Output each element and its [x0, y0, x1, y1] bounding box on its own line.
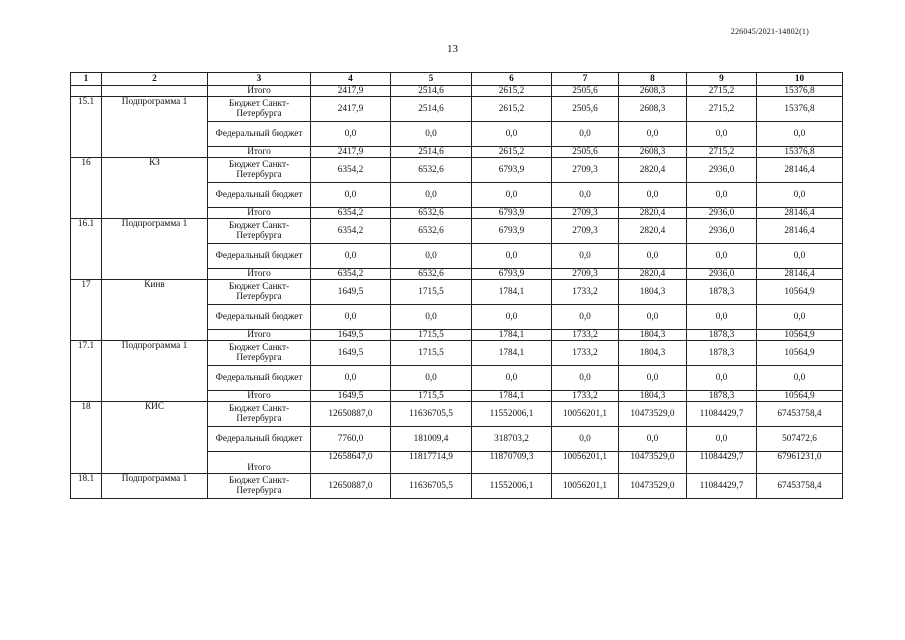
value-cell: 0,0 — [619, 366, 687, 391]
value-cell: 2936,0 — [687, 269, 757, 280]
value-cell: 10473529,0 — [619, 402, 687, 427]
funding-source: Итого — [208, 452, 311, 474]
table-row — [71, 158, 843, 183]
row-name: Подпрограмма 1 — [102, 474, 208, 499]
table-row — [71, 86, 843, 97]
value-cell: 2505,6 — [552, 147, 619, 158]
value-cell: 0,0 — [391, 305, 472, 330]
value-cell: 2709,3 — [552, 158, 619, 183]
value-cell: 1784,1 — [472, 391, 552, 402]
value-cell: 1649,5 — [311, 391, 391, 402]
value-cell: 181009,4 — [391, 427, 472, 452]
value-cell: 0,0 — [472, 305, 552, 330]
value-cell: 1649,5 — [311, 280, 391, 305]
value-cell: 2608,3 — [619, 86, 687, 97]
value-cell: 10564,9 — [757, 280, 843, 305]
value-cell: 2715,2 — [687, 86, 757, 97]
table-row — [71, 280, 843, 305]
row-number: 15.1 — [71, 97, 102, 158]
value-cell: 1804,3 — [619, 280, 687, 305]
value-cell: 6793,9 — [472, 219, 552, 244]
value-cell: 15376,8 — [757, 86, 843, 97]
row-name: Подпрограмма 1 — [102, 219, 208, 280]
row-number: 16 — [71, 158, 102, 219]
value-cell: 10056201,1 — [552, 402, 619, 427]
table-row — [71, 219, 843, 244]
value-cell: 2505,6 — [552, 86, 619, 97]
value-cell: 12650887,0 — [311, 402, 391, 427]
value-cell: 0,0 — [472, 244, 552, 269]
value-cell: 0,0 — [757, 366, 843, 391]
row-name: КИС — [102, 402, 208, 474]
value-cell: 0,0 — [552, 183, 619, 208]
funding-source: Бюджет Санкт-Петербурга — [208, 402, 311, 427]
value-cell: 6793,9 — [472, 158, 552, 183]
value-cell: 11084429,7 — [687, 402, 757, 427]
funding-source: Итого — [208, 86, 311, 97]
funding-source: Бюджет Санкт-Петербурга — [208, 219, 311, 244]
row-number: 17.1 — [71, 341, 102, 402]
row-name: Подпрограмма 1 — [102, 341, 208, 402]
column-header: 8 — [619, 73, 687, 86]
row-number — [71, 86, 102, 97]
row-number: 17 — [71, 280, 102, 341]
value-cell: 2615,2 — [472, 86, 552, 97]
funding-source: Федеральный бюджет — [208, 122, 311, 147]
value-cell: 0,0 — [552, 122, 619, 147]
funding-source: Бюджет Санкт-Петербурга — [208, 280, 311, 305]
row-name: КЗ — [102, 158, 208, 219]
funding-source: Бюджет Санкт-Петербурга — [208, 158, 311, 183]
budget-table — [70, 72, 843, 499]
value-cell: 2709,3 — [552, 269, 619, 280]
column-header: 2 — [102, 73, 208, 86]
value-cell: 28146,4 — [757, 219, 843, 244]
value-cell: 0,0 — [311, 122, 391, 147]
value-cell: 2608,3 — [619, 147, 687, 158]
funding-source: Федеральный бюджет — [208, 366, 311, 391]
value-cell: 2608,3 — [619, 97, 687, 122]
value-cell: 0,0 — [391, 122, 472, 147]
value-cell: 10564,9 — [757, 391, 843, 402]
value-cell: 6532,6 — [391, 219, 472, 244]
value-cell: 6793,9 — [472, 208, 552, 219]
document-id: 226045/2021-14802(1) — [730, 27, 809, 36]
value-cell: 11552006,1 — [472, 402, 552, 427]
value-cell: 2709,3 — [552, 208, 619, 219]
value-cell: 10564,9 — [757, 330, 843, 341]
value-cell: 11552006,1 — [472, 474, 552, 499]
value-cell: 2417,9 — [311, 147, 391, 158]
value-cell: 2615,2 — [472, 147, 552, 158]
value-cell: 0,0 — [391, 366, 472, 391]
value-cell: 1649,5 — [311, 330, 391, 341]
value-cell: 0,0 — [619, 427, 687, 452]
value-cell: 6532,6 — [391, 158, 472, 183]
column-header: 10 — [757, 73, 843, 86]
value-cell: 67453758,4 — [757, 474, 843, 499]
value-cell: 0,0 — [311, 305, 391, 330]
funding-source: Бюджет Санкт-Петербурга — [208, 341, 311, 366]
value-cell: 28146,4 — [757, 269, 843, 280]
value-cell: 2514,6 — [391, 86, 472, 97]
funding-source: Итого — [208, 269, 311, 280]
value-cell: 2820,4 — [619, 158, 687, 183]
value-cell: 1715,5 — [391, 341, 472, 366]
value-cell: 0,0 — [391, 244, 472, 269]
table-row — [71, 474, 843, 499]
table-row — [71, 402, 843, 427]
value-cell: 0,0 — [619, 183, 687, 208]
table-row — [71, 97, 843, 122]
value-cell: 0,0 — [552, 244, 619, 269]
value-cell: 0,0 — [619, 122, 687, 147]
funding-source: Федеральный бюджет — [208, 427, 311, 452]
value-cell: 0,0 — [757, 122, 843, 147]
value-cell: 1733,2 — [552, 330, 619, 341]
value-cell: 1878,3 — [687, 341, 757, 366]
value-cell: 10473529,0 — [619, 452, 687, 474]
column-header: 1 — [71, 73, 102, 86]
funding-source: Федеральный бюджет — [208, 305, 311, 330]
value-cell: 0,0 — [757, 183, 843, 208]
value-cell: 2709,3 — [552, 219, 619, 244]
value-cell: 1784,1 — [472, 280, 552, 305]
value-cell: 2715,2 — [687, 147, 757, 158]
value-cell: 28146,4 — [757, 208, 843, 219]
funding-source: Бюджет Санкт-Петербурга — [208, 474, 311, 499]
value-cell: 0,0 — [311, 366, 391, 391]
value-cell: 507472,6 — [757, 427, 843, 452]
column-header: 6 — [472, 73, 552, 86]
value-cell: 6532,6 — [391, 269, 472, 280]
value-cell: 6532,6 — [391, 208, 472, 219]
value-cell: 11636705,5 — [391, 474, 472, 499]
value-cell: 0,0 — [311, 244, 391, 269]
funding-source: Итого — [208, 147, 311, 158]
value-cell: 10473529,0 — [619, 474, 687, 499]
value-cell: 1878,3 — [687, 280, 757, 305]
value-cell: 11870709,3 — [472, 452, 552, 474]
value-cell: 10564,9 — [757, 341, 843, 366]
value-cell: 11084429,7 — [687, 452, 757, 474]
value-cell: 1733,2 — [552, 391, 619, 402]
row-number: 18 — [71, 402, 102, 474]
value-cell: 6354,2 — [311, 219, 391, 244]
value-cell: 1733,2 — [552, 341, 619, 366]
value-cell: 2820,4 — [619, 219, 687, 244]
value-cell: 6354,2 — [311, 208, 391, 219]
column-header: 7 — [552, 73, 619, 86]
value-cell: 1784,1 — [472, 341, 552, 366]
table-row — [71, 341, 843, 366]
value-cell: 1804,3 — [619, 391, 687, 402]
value-cell: 2936,0 — [687, 158, 757, 183]
value-cell: 0,0 — [687, 183, 757, 208]
row-name — [102, 86, 208, 97]
value-cell: 2715,2 — [687, 97, 757, 122]
funding-source: Федеральный бюджет — [208, 244, 311, 269]
value-cell: 0,0 — [687, 305, 757, 330]
value-cell: 0,0 — [619, 305, 687, 330]
value-cell: 0,0 — [311, 183, 391, 208]
value-cell: 1784,1 — [472, 330, 552, 341]
value-cell: 2505,6 — [552, 97, 619, 122]
value-cell: 1804,3 — [619, 330, 687, 341]
column-header: 4 — [311, 73, 391, 86]
value-cell: 0,0 — [391, 183, 472, 208]
value-cell: 12658647,0 — [311, 452, 391, 474]
value-cell: 2417,9 — [311, 97, 391, 122]
value-cell: 2514,6 — [391, 97, 472, 122]
funding-source: Итого — [208, 391, 311, 402]
value-cell: 7760,0 — [311, 427, 391, 452]
value-cell: 0,0 — [687, 427, 757, 452]
value-cell: 6793,9 — [472, 269, 552, 280]
value-cell: 28146,4 — [757, 158, 843, 183]
value-cell: 0,0 — [619, 244, 687, 269]
funding-source: Итого — [208, 330, 311, 341]
value-cell: 11084429,7 — [687, 474, 757, 499]
value-cell: 1649,5 — [311, 341, 391, 366]
value-cell: 2514,6 — [391, 147, 472, 158]
value-cell: 2820,4 — [619, 208, 687, 219]
table-header-row — [71, 73, 843, 86]
value-cell: 15376,8 — [757, 147, 843, 158]
value-cell: 0,0 — [472, 183, 552, 208]
value-cell: 1733,2 — [552, 280, 619, 305]
funding-source: Федеральный бюджет — [208, 183, 311, 208]
funding-source: Итого — [208, 208, 311, 219]
value-cell: 6354,2 — [311, 158, 391, 183]
value-cell: 67453758,4 — [757, 402, 843, 427]
value-cell: 2936,0 — [687, 208, 757, 219]
value-cell: 11817714,9 — [391, 452, 472, 474]
value-cell: 0,0 — [552, 305, 619, 330]
value-cell: 15376,8 — [757, 97, 843, 122]
value-cell: 1715,5 — [391, 330, 472, 341]
value-cell: 1804,3 — [619, 341, 687, 366]
value-cell: 0,0 — [552, 427, 619, 452]
row-name: Кинв — [102, 280, 208, 341]
value-cell: 0,0 — [687, 244, 757, 269]
value-cell: 2936,0 — [687, 219, 757, 244]
value-cell: 1878,3 — [687, 330, 757, 341]
column-header: 5 — [391, 73, 472, 86]
value-cell: 10056201,1 — [552, 452, 619, 474]
value-cell: 1878,3 — [687, 391, 757, 402]
value-cell: 0,0 — [757, 305, 843, 330]
value-cell: 10056201,1 — [552, 474, 619, 499]
row-number: 18.1 — [71, 474, 102, 499]
value-cell: 0,0 — [687, 366, 757, 391]
row-number: 16.1 — [71, 219, 102, 280]
column-header: 9 — [687, 73, 757, 86]
value-cell: 1715,5 — [391, 280, 472, 305]
value-cell: 2820,4 — [619, 269, 687, 280]
page-number: 13 — [447, 43, 458, 55]
value-cell: 67961231,0 — [757, 452, 843, 474]
column-header: 3 — [208, 73, 311, 86]
value-cell: 1715,5 — [391, 391, 472, 402]
value-cell: 318703,2 — [472, 427, 552, 452]
row-name: Подпрограмма 1 — [102, 97, 208, 158]
value-cell: 0,0 — [472, 366, 552, 391]
value-cell: 0,0 — [472, 122, 552, 147]
value-cell: 0,0 — [552, 366, 619, 391]
value-cell: 2615,2 — [472, 97, 552, 122]
value-cell: 6354,2 — [311, 269, 391, 280]
value-cell: 12650887,0 — [311, 474, 391, 499]
value-cell: 0,0 — [757, 244, 843, 269]
value-cell: 11636705,5 — [391, 402, 472, 427]
funding-source: Бюджет Санкт-Петербурга — [208, 97, 311, 122]
value-cell: 0,0 — [687, 122, 757, 147]
value-cell: 2417,9 — [311, 86, 391, 97]
